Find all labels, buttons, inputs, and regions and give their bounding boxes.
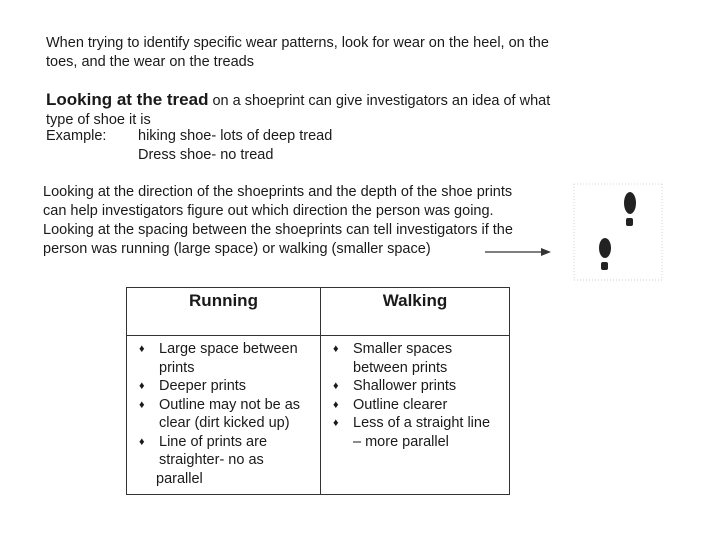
table-header-row [127,288,510,336]
running-header: Running [127,288,321,336]
tread-line-rest: on a shoeprint can give investigators an idea of what [208,93,551,109]
walking-list [327,340,505,451]
tread-line: type of shoe it is [46,112,151,128]
right-arrow-icon [485,246,551,258]
list-item: ♦ Deeper prints [133,377,316,396]
list-item: ♦ Less of a straight line – more parallel [327,414,505,451]
example-item: Dress shoe- no tread [138,147,274,163]
direction-line: person was running (large space) or walking (smaller space) [43,241,431,257]
list-item: ♦ Outline clearer [327,396,505,415]
list-item: ♦ Outline may not be as clear (dirt kicked up) [133,396,316,433]
comparison-table [126,287,510,495]
direction-paragraph [43,183,513,259]
intro-line: toes, and the wear on the treads [46,54,254,70]
shoeprints-icon [572,183,664,283]
running-cell [127,336,321,495]
direction-line: Looking at the spacing between the shoeprints can tell investigators if the [43,222,513,238]
tread-paragraph [46,90,550,130]
example-list [138,127,332,165]
list-item: ♦ Smaller spaces between prints [327,340,505,377]
walking-cell [321,336,510,495]
walking-header: Walking [321,288,510,336]
direction-line: Looking at the direction of the shoeprints and the depth of the shoe prints [43,184,513,200]
example-item: hiking shoe- lots of deep tread [138,128,333,144]
list-item: ♦ Shallower prints [327,377,505,396]
example-label: Example: [46,128,107,144]
tread-heading: Looking at the tread [46,90,209,109]
list-item: ♦ Large space between prints [133,340,316,377]
list-item: ♦ Line of prints are straighter- no as parallel [133,433,316,489]
running-list [133,340,316,488]
intro-paragraph [46,34,549,72]
direction-line: can help investigators figure out which direction the person was going. [43,203,494,219]
tread-line [46,90,550,111]
intro-line: When trying to identify specific wear patterns, look for wear on the heel, on the [46,35,549,51]
table-row [127,336,510,495]
